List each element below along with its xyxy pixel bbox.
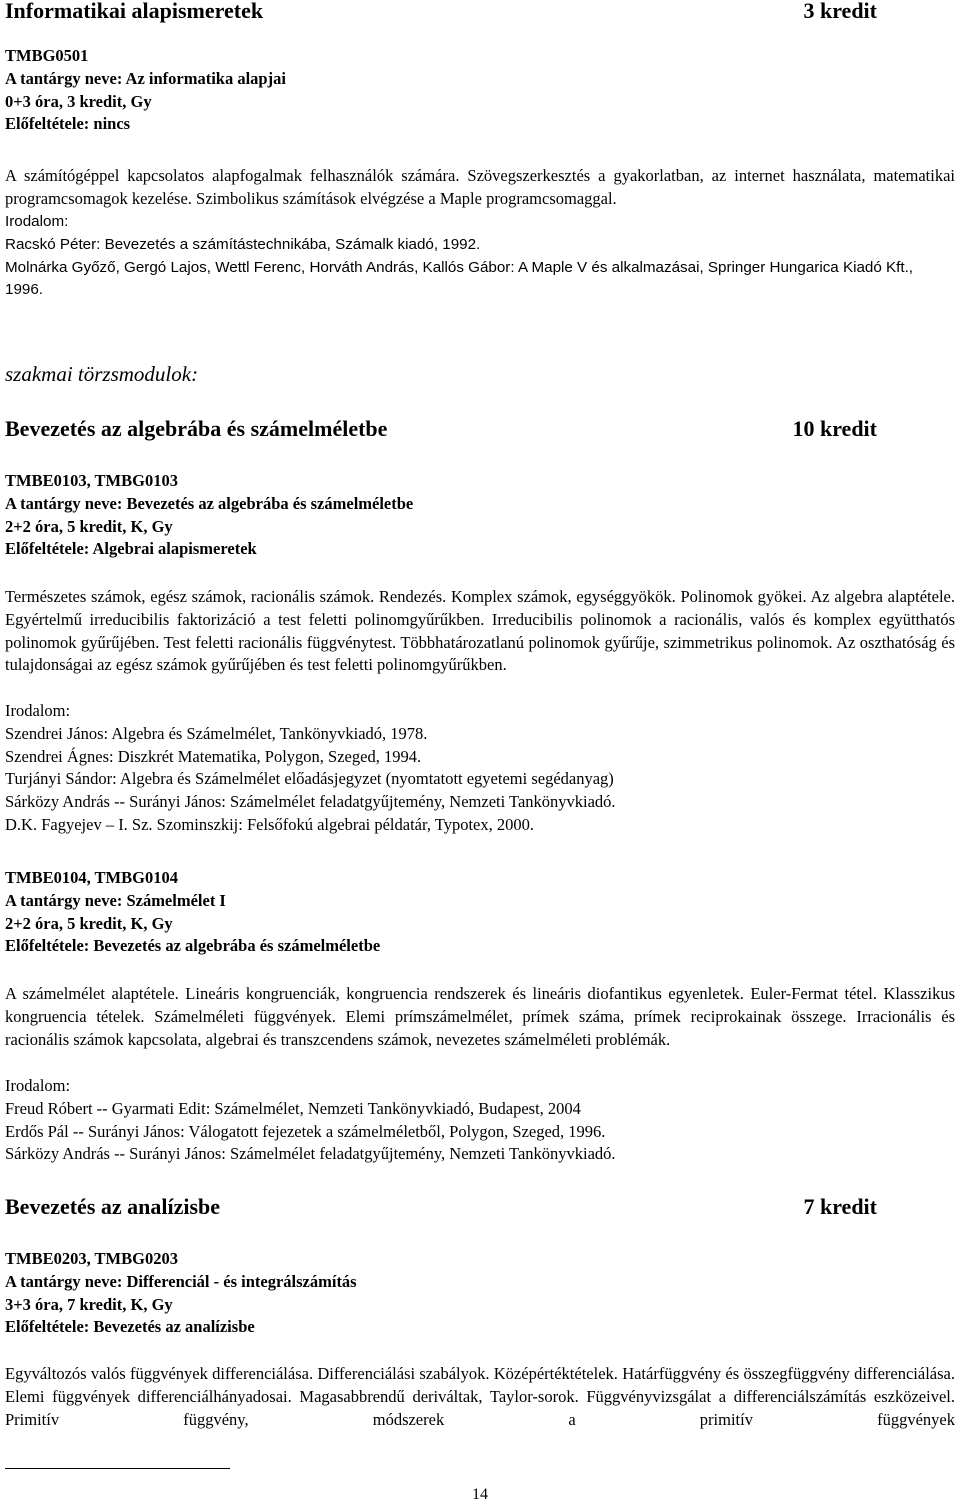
course-description: Egyváltozós valós függvények differenciálása. Differenciálási szabályok. Középértéktételek. Határfüggvény és összegfüggvény differenciálása. Elemi függvények differenciálhányadosai. Magasabbrendű deriváltak, Taylor-sorok. Függvényvizsgálat a differenciálszámítás eszközeivel. Primitív függvény, módszerek a primitív függvények [5, 1364, 955, 1429]
section-title: Bevezetés az algebrába és számelméletbe [5, 416, 388, 441]
course-hours: 3+3 óra, 7 kredit, K, Gy [5, 1294, 173, 1314]
literature-item: Sárközy András -- Surányi János: Számelmélet feladatgyűjtemény, Nemzeti Tankönyvkiadó. [5, 792, 616, 812]
course-code: TMBE0203, TMBG0203 [5, 1249, 178, 1268]
literature-item: Szendrei János: Algebra és Számelmélet, Tankönyvkiadó, 1978. [5, 723, 428, 743]
section-title: Informatikai alapismeretek [5, 0, 264, 23]
section-credit: 7 kredit [803, 1194, 877, 1219]
course-prereq: Előfeltétele: Algebrai alapismeretek [5, 539, 257, 559]
course-hours: 2+2 óra, 5 kredit, K, Gy [5, 516, 173, 536]
course-description: A számelmélet alaptétele. Lineáris kongruenciák, kongruencia rendszerek és lineáris diofantikus egyenletek. Euler-Fermat tétel. Klasszikus kongruencia tételek. Számelméleti függvények. Elemi prímszámelmélet, prímek száma, prímek reciprokainak összege. Irracionális és racionális számok kapcsolata, algebrai és transzcendens számok, nevezetes számelméleti problémák. [5, 984, 955, 1049]
course-name: A tantárgy neve: Differenciál - és integrálszámítás [5, 1271, 357, 1291]
literature-item: Molnárka Győző, Gergó Lajos, Wettl Ferenc, Horváth András, Kallós Gábor: A Maple V és alkalmazásai, Springer Hungarica Kiadó Kft., 1996. [5, 258, 914, 299]
course-hours: 0+3 óra, 3 kredit, Gy [5, 91, 152, 111]
literature-block [5, 211, 955, 302]
literature-label: Irodalom: [5, 1076, 71, 1095]
literature-item: Erdős Pál -- Surányi János: Válogatott fejezetek a számelméletből, Polygon, Szeged, 1996. [5, 1121, 606, 1141]
literature-item: Racskó Péter: Bevezetés a számítástechnikába, Számalk kiadó, 1992. [5, 235, 481, 253]
course-code: TMBE0103, TMBG0103 [5, 471, 178, 490]
literature-block [5, 700, 955, 837]
section-credit: 3 kredit [803, 0, 877, 23]
literature-item: Szendrei Ágnes: Diszkrét Matematika, Polygon, Szeged, 1994. [5, 746, 422, 766]
literature-block [5, 1075, 955, 1166]
page-number: 14 [472, 1486, 488, 1503]
course-header [5, 867, 380, 958]
literature-label: Irodalom: [5, 701, 71, 720]
course-hours: 2+2 óra, 5 kredit, K, Gy [5, 913, 173, 933]
course-code: TMBE0104, TMBG0104 [5, 868, 178, 887]
literature-label: Irodalom: [5, 213, 69, 230]
course-prereq: Előfeltétele: Bevezetés az analízisbe [5, 1317, 255, 1337]
course-name: A tantárgy neve: Számelmélet I [5, 890, 226, 910]
section-heading-analysis [5, 1194, 955, 1220]
literature-item: D.K. Fagyejev – I. Sz. Szominszkij: Felsőfokú algebrai példatár, Typotex, 2000. [5, 814, 534, 834]
literature-item: Sárközy András -- Surányi János: Számelmélet feladatgyűjtemény, Nemzeti Tankönyvkiadó. [5, 1144, 616, 1164]
section-heading-algebra [5, 416, 955, 442]
course-code: TMBG0501 [5, 46, 89, 65]
course-description: A számítógéppel kapcsolatos alapfogalmak felhasználók számára. Szövegszerkesztés a gyakorlatban, az internet használata, matematikai programcsomagok kezelése. Szimbolikus számítások elvégzése a Maple programcsomaggal. [5, 166, 955, 208]
course-prereq: Előfeltétele: Bevezetés az algebrába és számelméletbe [5, 936, 381, 956]
course-name: A tantárgy neve: Az informatika alapjai [5, 68, 286, 88]
course-header [5, 1248, 357, 1339]
course-prereq: Előfeltétele: nincs [5, 114, 131, 134]
course-description: Természetes számok, egész számok, racionális számok. Rendezés. Komplex számok, egységgyökök. Polinomok gyökei. Az algebra alaptétele. Egyértelmű irreducibilis faktorizáció a test feletti polinomgyűrűkben. Irreducibilis polinomok a racionális, valós és komplex együtthatós polinomok gyűrűjében. Test feletti racionális függvénytest. Többhatározatlanú polinomok gyűrűje, szimmetrikus polinomok. Az oszthatóság és tulajdonságai az egész számok gyűrűjében és test feletti polinomgyűrűkben. [5, 587, 955, 675]
section-title: Bevezetés az analízisbe [5, 1194, 221, 1219]
footer-rule [5, 1468, 230, 1469]
literature-item: Freud Róbert -- Gyarmati Edit: Számelmélet, Nemzeti Tankönyvkiadó, Budapest, 2004 [5, 1098, 581, 1118]
section-heading-info [5, 0, 955, 24]
course-header [5, 470, 413, 561]
literature-item: Turjányi Sándor: Algebra és Számelmélet előadásjegyzet (nyomtatott egyetemi segédanyag) [5, 769, 614, 789]
core-modules-label: szakmai törzsmodulok: [5, 362, 199, 386]
course-header [5, 45, 286, 136]
course-name: A tantárgy neve: Bevezetés az algebrába és számelméletbe [5, 493, 414, 513]
section-credit: 10 kredit [792, 416, 877, 441]
